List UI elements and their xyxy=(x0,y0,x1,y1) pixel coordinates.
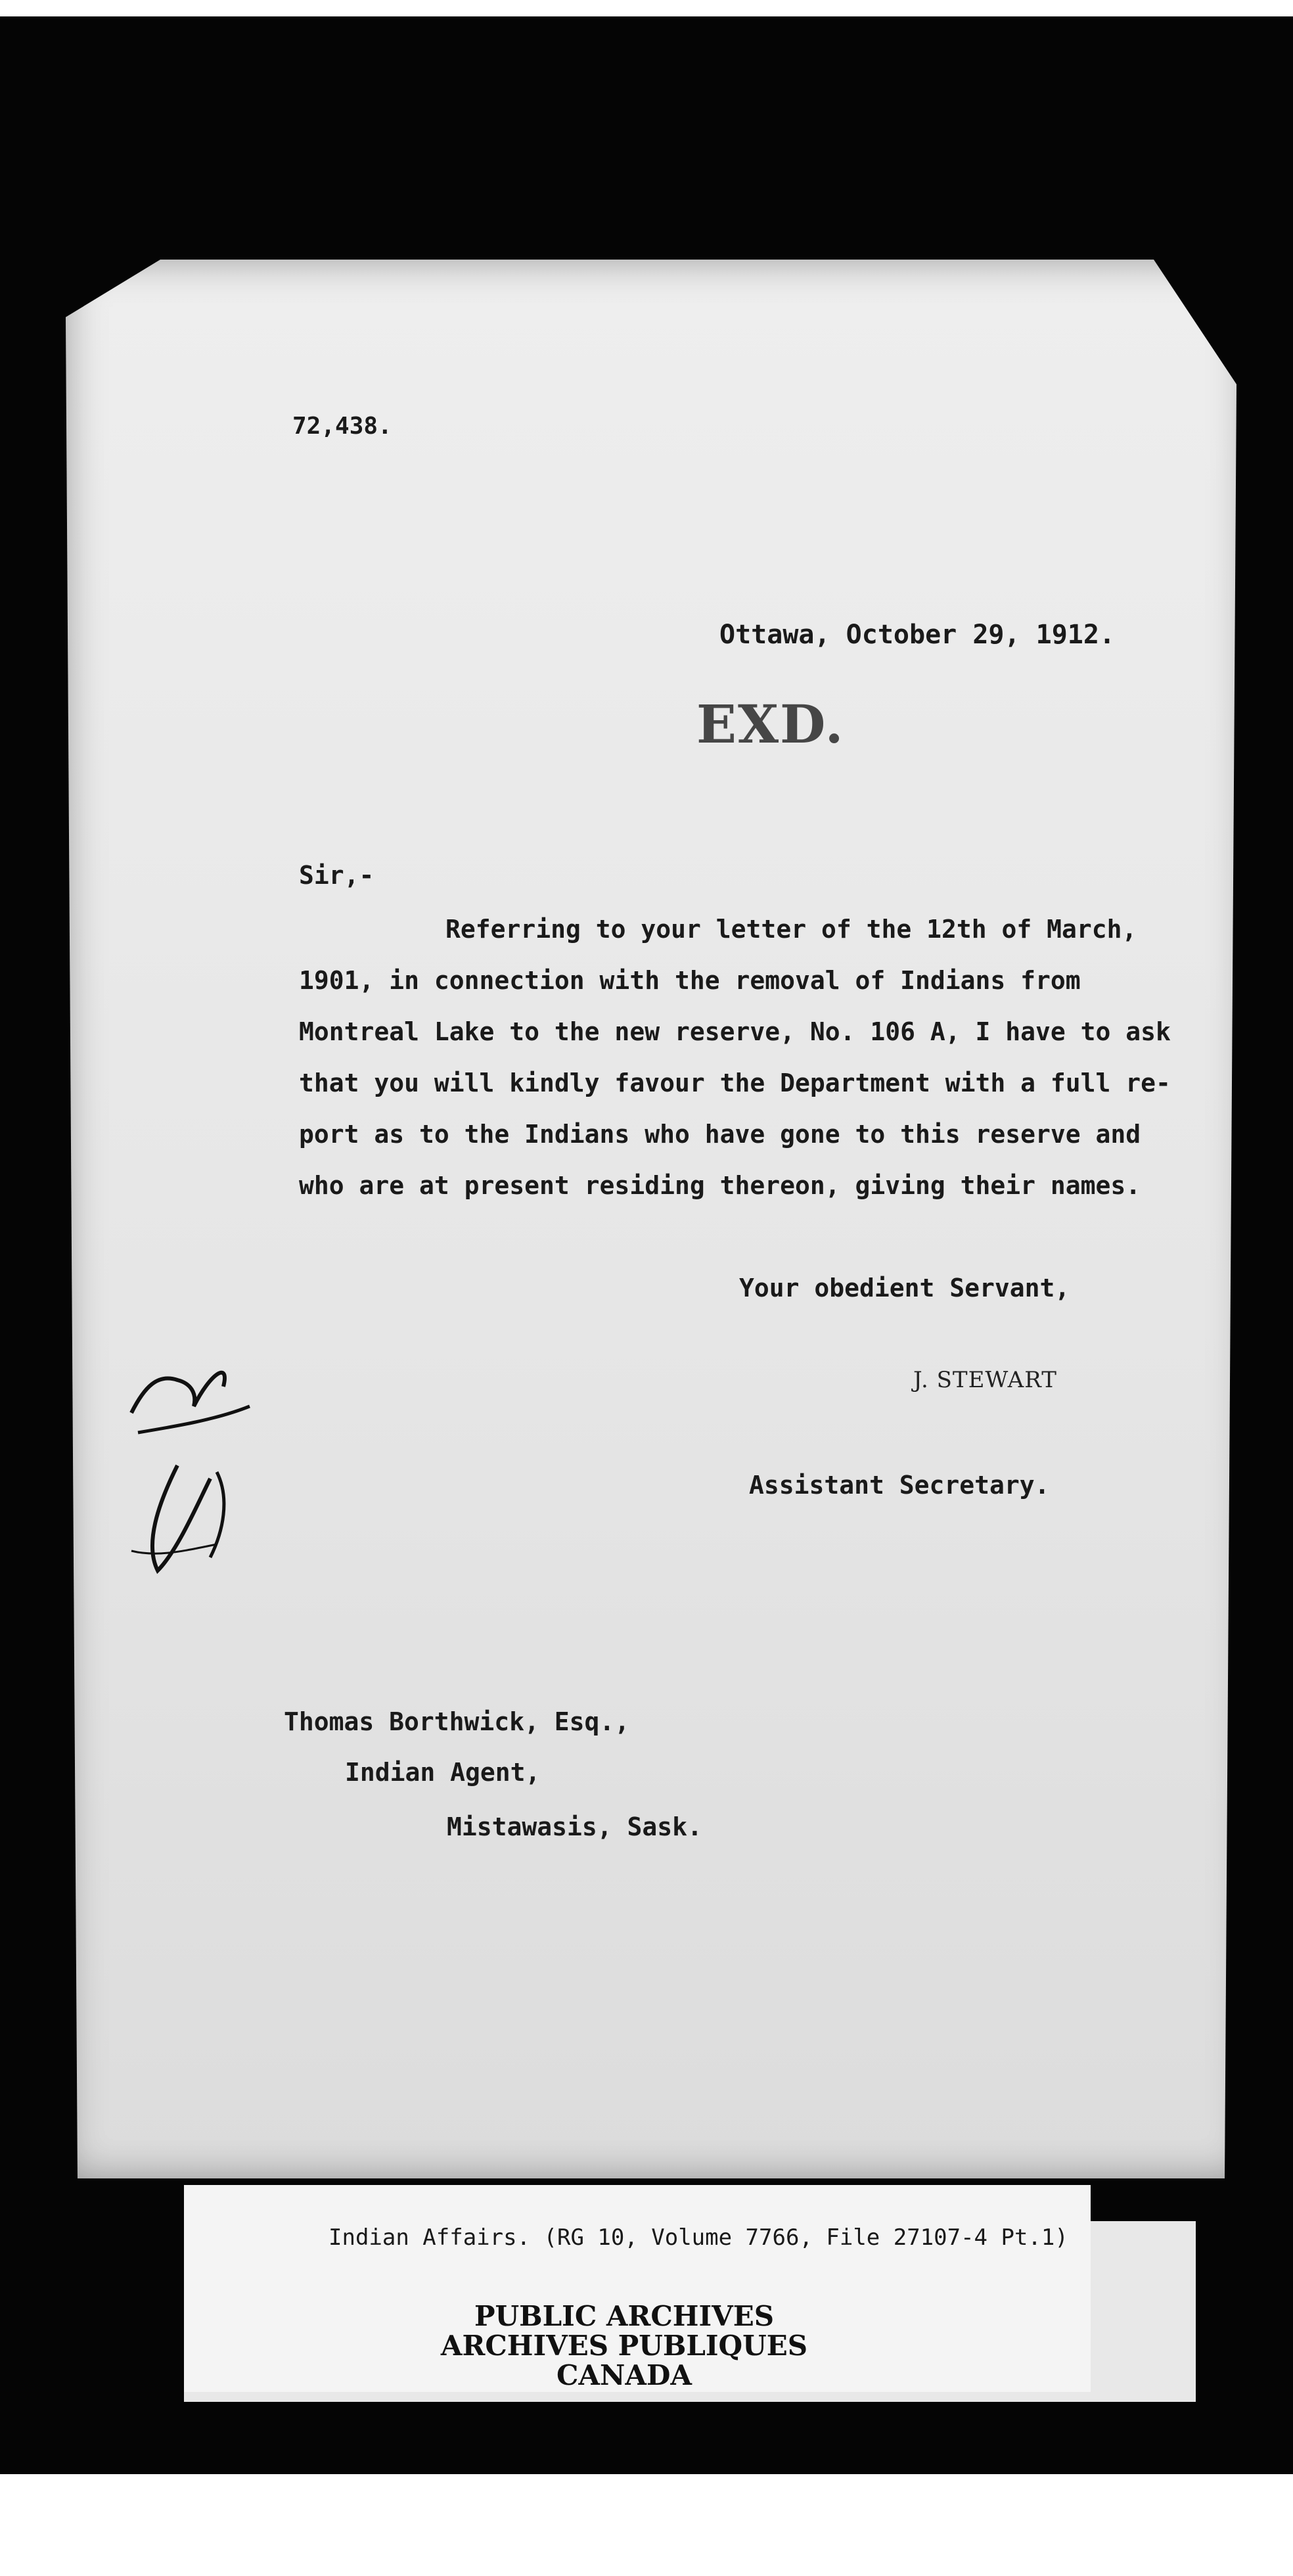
recipient-name: Thomas Borthwick, Esq., xyxy=(284,1707,630,1736)
signature-title: Assistant Secretary. xyxy=(749,1471,1050,1500)
body-line: who are at present residing thereon, giving their names. xyxy=(299,1171,1141,1200)
body-line: 1901, in connection with the removal of Indians from xyxy=(299,966,1081,995)
archive-line-country: CANADA xyxy=(556,2359,692,2391)
archive-line-en: PUBLIC ARCHIVES xyxy=(474,2300,775,2332)
handwritten-initials xyxy=(118,1334,289,1597)
body-line: Referring to your letter of the 12th of March, xyxy=(445,915,1137,944)
date-line: Ottawa, October 29, 1912. xyxy=(719,620,1116,650)
archive-reference: Indian Affairs. (RG 10, Volume 7766, File 27107-4 Pt.1) xyxy=(329,2224,1068,2251)
signature-stamp: J. STEWART xyxy=(913,1367,1057,1393)
body-line: Montreal Lake to the new reserve, No. 106 A, I have to ask xyxy=(299,1017,1171,1046)
salutation: Sir,- xyxy=(299,861,374,890)
body-line: that you will kindly favour the Department with a full re- xyxy=(299,1069,1171,1097)
archive-line-fr: ARCHIVES PUBLIQUES xyxy=(440,2330,808,2362)
page-margin xyxy=(0,2474,1293,2576)
exd-stamp: EXD. xyxy=(696,693,845,755)
letter-page xyxy=(66,260,1248,2178)
file-number: 72,438. xyxy=(292,413,392,440)
recipient-location: Mistawasis, Sask. xyxy=(447,1812,702,1841)
recipient-title: Indian Agent, xyxy=(345,1758,541,1787)
closing: Your obedient Servant, xyxy=(739,1274,1070,1302)
body-line: port as to the Indians who have gone to this reserve and xyxy=(299,1120,1141,1149)
